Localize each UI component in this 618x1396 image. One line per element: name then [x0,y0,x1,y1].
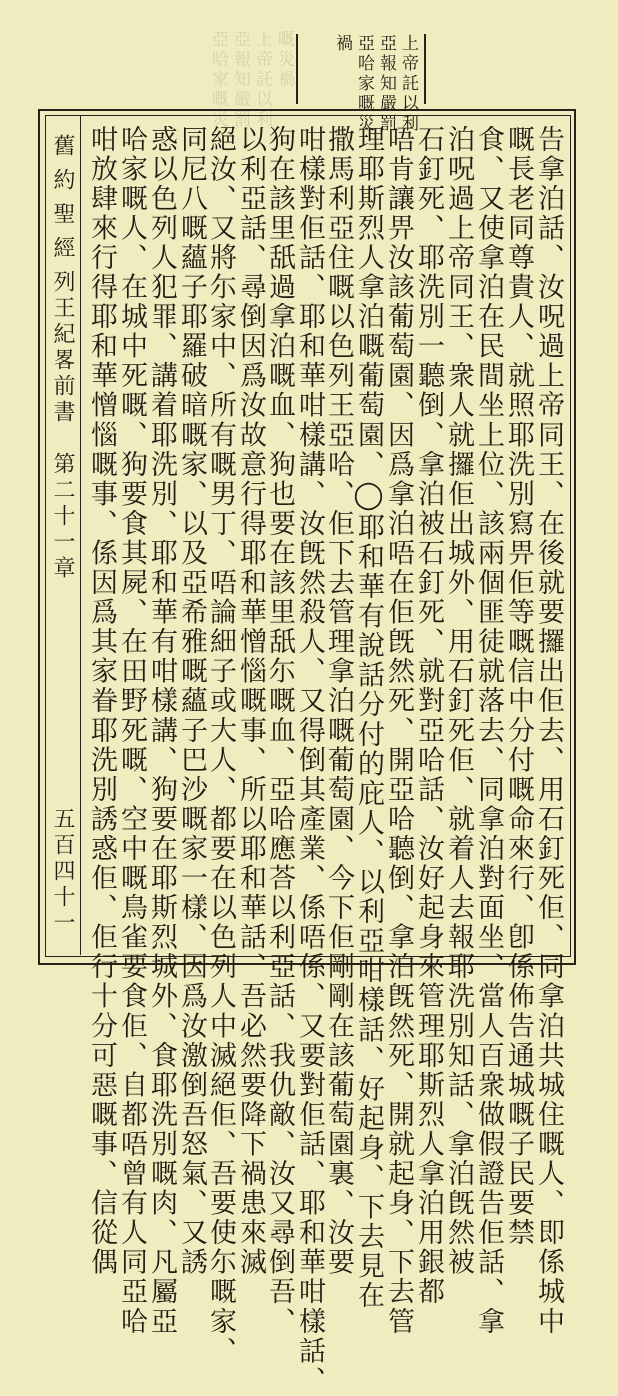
top-note-bar-right [424,34,426,104]
text-column-7: 理耶斯烈人拿泊嘅葡萄園、◯耶和華有說話分付的庇人、以利亞咁樣話、好起身、下去見在 [353,125,384,1311]
top-note-bar-left [296,34,298,104]
top-note-line-4: 禍 [332,34,352,54]
bleed-through-line-2: 上帝託以利 [252,30,272,130]
text-column-12: 絕汝、又將尓家中、所有嘅男丁、唔論細子或大人、都要在以色列人中滅絕佢、吾要使尓嘅家、 [205,125,236,1367]
bleed-through-line-3: 亞報知嚴罰 [230,30,250,130]
top-note-line-1: 上帝託以利 [398,34,418,134]
text-column-1: 告拿泊話、汝呪過上帝同王、在後就要攞出佢去、用石釘死佢、同拿泊共城住嘅人、即係城中 [533,125,564,1337]
text-column-4: 泊呪過上帝同王、衆人就攞佢出城外、用石釘死佢、就着人去報耶洗別知話、拿泊旣然被 [443,125,474,1278]
text-column-14: 惑以色列人犯罪、講着耶洗別、耶和華有咁樣講、狗要在耶斯烈城外、食耶洗別嘅肉、凡屬亞 [146,125,177,1337]
text-column-2: 嘅長老同尊貴人、就照耶洗別寫畀佢等嘅信中分付嘅命來行、卽係佈告通城嘅子民要禁 [503,125,534,1248]
bleed-through-line-1: 嘅災禍 [274,30,294,90]
text-column-15: 哈家嘅人、在城中死嘅、狗要食其屍、在田野死嘅、空中嘅鳥雀要食佢、自都唔曾有人同亞哈 [116,125,147,1337]
text-column-11: 以利亞話、尋倒因爲汝故意行得耶和華憎惱嘅事、所以耶和華話、吾必然要降下禍患來滅 [235,125,266,1278]
text-column-8: 撒馬利亞住嘅以色列王亞哈、佢下去管理拿泊嘅葡萄園、今下佢剛剛在該葡萄園裏、汝要 [323,125,354,1278]
page-number: 五百四十一 [50,807,75,937]
top-note-line-3: 亞哈家嘅災 [354,34,374,134]
text-column-16: 咁放肆來行得耶和華憎惱嘅事、係因爲其家眷耶洗別誘惑佢、佢行十分可惡嘅事、信從偶 [86,125,117,1278]
text-column-9: 咁樣對佢話、耶和華咁樣講、汝旣然殺人、又得倒其產業、係唔係、又要對佢話、耶和華咁樣話、 [294,125,325,1396]
chapter-title: 列王紀畧前書 第二十一章 [50,270,75,582]
bleed-through-line-4: 亞哈家嘅災 [208,30,228,130]
text-column-10: 狗在該里舐過拿泊嘅血、狗也要在該里舐尓嘅血、亞哈應荅以利亞話、我仇敵、汝又尋倒吾、 [264,125,295,1337]
book-title: 舊約聖經 [50,134,75,270]
text-column-5: 石釘死、耶洗別一聽倒、拿泊被石釘死、就對亞哈話、汝好起身來管理耶斯烈人拿泊用銀都 [413,125,444,1307]
text-column-6: 唔肯讓畀汝該葡萄園、因爲拿泊唔在佢旣然死、開亞哈聽倒、拿泊旣然死、開就起身、下去管 [383,125,414,1337]
text-column-13: 同尼八嘅蘊子耶羅破暗嘅家、以及亞希雅嘅蘊子巴沙嘅家一樣、因爲汝激倒吾怒氣、又誘 [176,125,207,1278]
text-column-3: 食、又使拿泊在民間坐上位、該兩個匪徒就落去、同拿泊對面坐、當人百衆做假證告佢話、拿 [473,125,504,1337]
gutter-rule-right [80,115,81,955]
top-note-line-2: 亞報知嚴罰 [376,34,396,134]
